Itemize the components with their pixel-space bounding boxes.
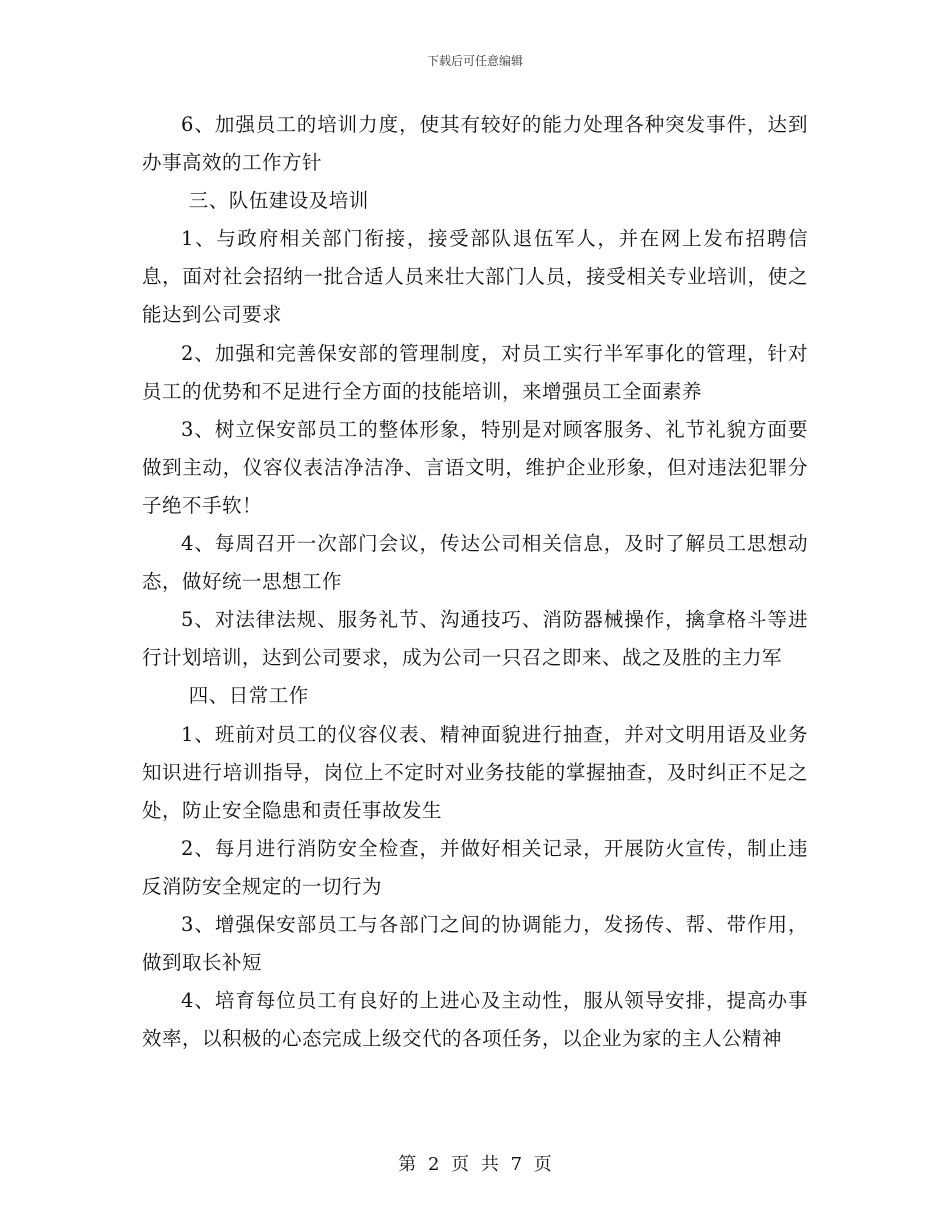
paragraph-item-3-coordination: 3、增强保安部员工与各部门之间的协调能力，发扬传、帮、带作用，做到取长补短 — [142, 912, 808, 975]
paragraph-item-4-initiative: 4、培育每位员工有良好的上进心及主动性，服从领导安排，提高办事效率，以积极的心态完成上级交代的各项任务，以企业为家的主人公精神 — [142, 989, 808, 1051]
paragraph-item-5-plan-training: 5、对法律法规、服务礼节、沟通技巧、消防器械操作，擒拿格斗等进行计划培训，达到公司要求，成为公司一只召之即来、战之及胜的主力军 — [142, 608, 808, 670]
section-heading-daily-work: 四、日常工作 — [188, 684, 309, 708]
paragraph-item-1-inspection: 1、班前对员工的仪容仪表、精神面貌进行抽查，并对文明用语及业务知识进行培训指导，岗位上不定时对业务技能的掌握抽查，及时纠正不足之处，防止安全隐患和责任事故发生 — [142, 722, 808, 822]
paragraph-item-2-fire-safety: 2、每月进行消防安全检查，并做好相关记录，开展防火宣传，制止违反消防安全规定的一切行为 — [142, 836, 808, 898]
page-number-footer: 第 2 页 共 7 页 — [398, 1154, 552, 1175]
paragraph-item-1-recruitment: 1、与政府相关部门衔接，接受部队退伍军人，并在网上发布招聘信息，面对社会招纳一批合适人员来壮大部门人员，接受相关专业培训，使之能达到公司要求 — [142, 227, 808, 327]
document-body — [142, 106, 808, 1058]
section-heading-team-building: 三、队伍建设及培训 — [188, 189, 369, 213]
paragraph-item-4-meetings: 4、每周召开一次部门会议，传达公司相关信息，及时了解员工思想动态，做好统一思想工作 — [142, 532, 808, 594]
paragraph-item-2-management: 2、加强和完善保安部的管理制度，对员工实行半军事化的管理，针对员工的优势和不足进行全方面的技能培训，来增强员工全面素养 — [142, 341, 808, 403]
paragraph-item-6-training: 6、加强员工的培训力度，使其有较好的能力处理各种突发事件，达到办事高效的工作方针 — [142, 113, 808, 175]
page-header: 下载后可任意编辑 — [426, 54, 523, 68]
paragraph-item-3-image: 3、树立保安部员工的整体形象，特别是对顾客服务、礼节礼貌方面要做到主动，仪容仪表洁净洁净、言语文明，维护企业形象，但对违法犯罪分子绝不手软！ — [142, 417, 808, 517]
